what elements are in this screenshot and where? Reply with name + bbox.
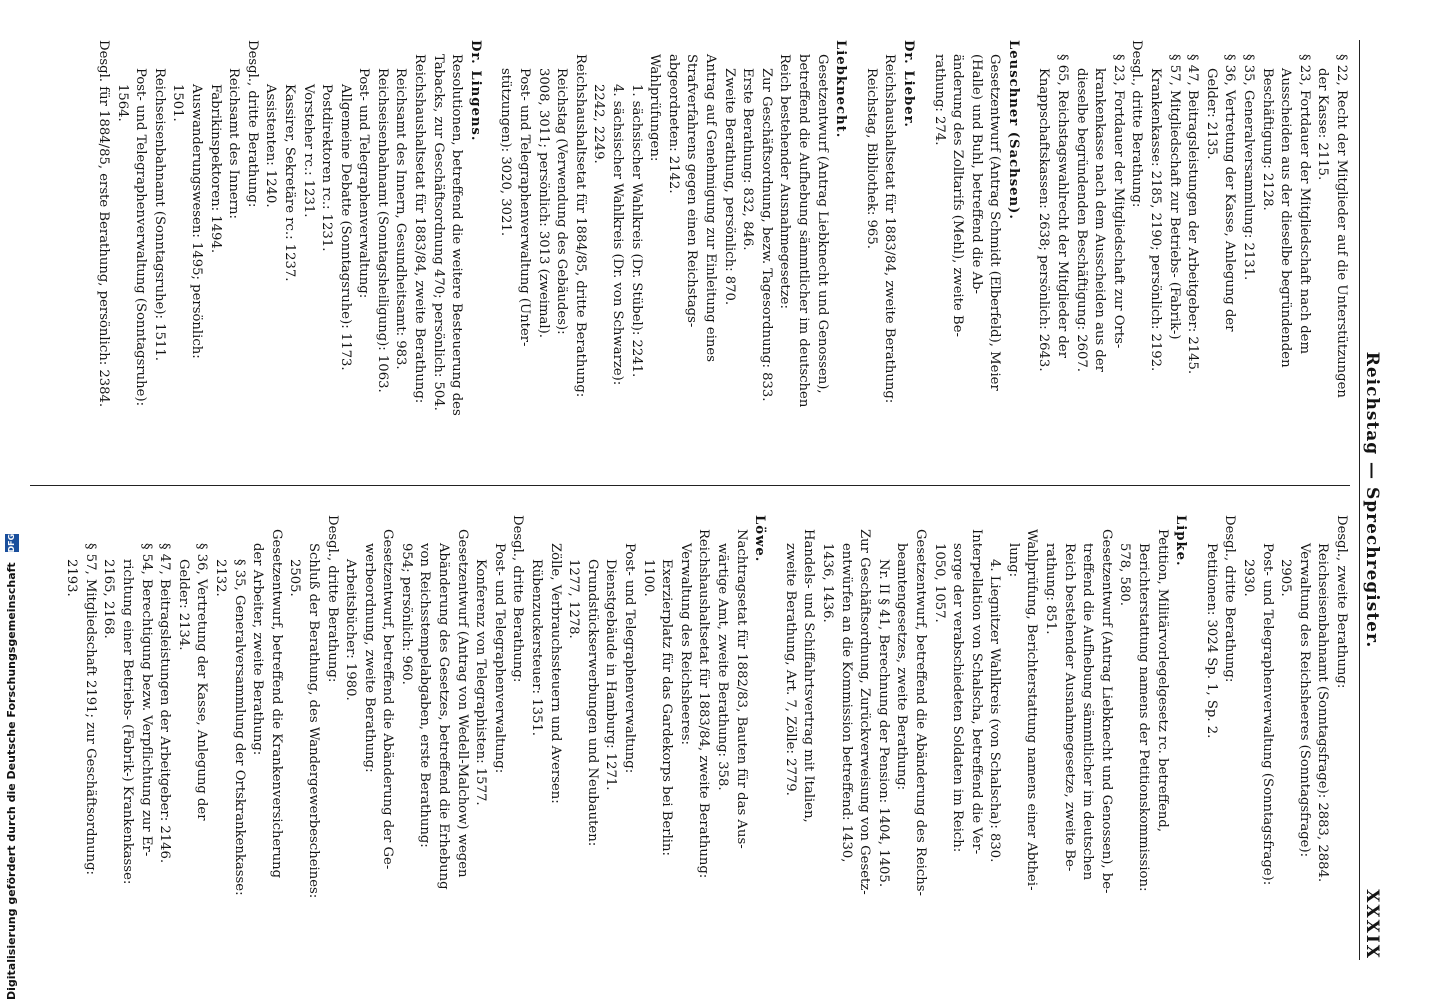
index-entry: Reich bestehender Ausnahmegesetze: (777, 54, 793, 309)
index-entry: Gesetzentwurf (Antrag Liebknecht und Genossen), be- (1098, 529, 1114, 894)
index-entry: Gelder: 2135. (1203, 68, 1219, 160)
index-entry: Fabrikinspektoren: 1494. (207, 84, 223, 254)
index-entry: Rübenzuckersteuer: 1351. (529, 559, 545, 736)
index-entry: 4. Liegnitzer Wahlkreis (von Schalscha): 830. (987, 559, 1003, 863)
index-entry: Reich bestehender Ausnahmegesetze, zweite Be- (1061, 543, 1077, 872)
left-column (93, 40, 1350, 460)
spacer (768, 515, 780, 935)
running-header (1359, 40, 1382, 960)
speaker-name: Lipke. (1173, 515, 1189, 567)
index-entry: lung: (1005, 543, 1021, 578)
index-entry: § 47, Beitragsleistungen der Arbeitgeber: 2145. (1185, 54, 1201, 375)
index-entry: Gesetzentwurf, betreffend die Krankenversicherung (268, 529, 284, 879)
index-entry: stützungen): 3020, 3021. (498, 68, 514, 237)
index-entry: § 57, Mitgliedschaft zur Betriebs- (Fabrik-) (1166, 54, 1182, 340)
index-entry: Strafverfahrens gegen einen Reichstags- (684, 54, 700, 328)
index-entry: Gesetzentwurf (Antrag Schmidt (Elberfeld), Meier (987, 54, 1003, 391)
index-entry: 2165, 2168. (101, 559, 117, 639)
index-entry: 2505. (287, 559, 303, 597)
index-entry: Petition, Militärvorlegelgesetz rc. betreffend, (1154, 529, 1170, 833)
index-entry: § 23, Fortdauer der Mitgliedschaft nach dem (1296, 54, 1312, 354)
index-entry: Reichshaushaltsetat für 1883/84, zweite Berathung: (696, 529, 712, 879)
index-entry: Berichterstattung namens der Petitionskommission: (1136, 543, 1152, 892)
index-entry: Gesetzentwurf (Antrag Liebknecht und Genossen), (814, 54, 830, 394)
index-entry: der Kasse: 2115. (1315, 68, 1331, 181)
index-entry: Ausscheiden aus der dieselbe begründenden (1278, 68, 1294, 368)
spacer (484, 40, 496, 460)
index-entry: Desgl., dritte Berathung: (244, 40, 260, 208)
index-entry: 2193. (64, 559, 80, 597)
index-entry: Desgl. für 1884/85, erste Berathung, persönlich: 2384. (96, 40, 111, 408)
index-entry: § 54, Berechtigung bezw. Verpflichtung zur Er- (138, 543, 154, 857)
index-entry: Resolutionen, betreffend die weitere Besteuerung des (449, 54, 465, 416)
index-entry: § 35, Generalversammlung: 2131. (1241, 54, 1257, 281)
index-entry: Gesetzentwurf, betreffend die Abänderung des Reichs- (912, 529, 928, 896)
index-entry: Desgl., zweite Berathung: (1334, 515, 1349, 689)
index-entry: 3008, 3011; persönlich: 3013 (zweimal). (535, 68, 551, 338)
index-entry: Verwaltung des Reichsheeres (Sonntagsfrage): (1296, 543, 1312, 858)
index-entry: Kassirer, Sekretäre rc.: 1237. (281, 84, 297, 282)
index-entry: Reichsamt des Innern: (226, 68, 242, 219)
speaker-name: Dr. Lingens. (467, 40, 483, 142)
speaker-name: Liebknecht. (833, 40, 849, 139)
index-entry: rathung: 274. (931, 54, 947, 146)
index-entry: § 65, Reichstagswahlrecht der Mitglieder der (1055, 54, 1071, 358)
spacer (1022, 40, 1034, 460)
index-entry: änderung des Zolltarifs (Mehl), zweite Be- (950, 54, 966, 337)
speaker-name: Leuschner (Sachsen). (1005, 40, 1021, 220)
index-entry: Reichsamt des Innern, Gesundheitsamt: 983. (393, 68, 409, 370)
index-entry: der Arbeiter, zweite Berathung: (250, 543, 266, 756)
index-entry: wärtige Amt, zweite Berathung: 358. (715, 543, 730, 791)
index-entry: Abänderung des Gesetzes, betreffend die Erhebung (436, 543, 452, 890)
spacer (1189, 515, 1201, 935)
index-entry: Vorsteher rc.: 1231. (300, 84, 316, 218)
index-entry: Petitionen: 3024 Sp. 1, Sp. 2. (1203, 543, 1219, 739)
index-entry: § 57, Mitgliedschaft 2191; zur Geschäftsordnung: (82, 543, 98, 875)
index-entry: 1277, 1278. (566, 559, 582, 639)
index-entry: abgeordneten: 2142. (665, 54, 681, 194)
index-entry: § 22, Recht der Mitglieder auf die Unterstützungen (1334, 54, 1349, 398)
index-entry: 1564. (114, 84, 130, 122)
dfg-logo: DFG (5, 534, 19, 552)
index-entry: 1436, 1436. (819, 543, 835, 623)
index-entry: Reichshaushaltsetat für 1883/84, zweite Berathung: (412, 54, 428, 404)
index-entry: Reichshaushaltsetat für 1883/84, zweite Berathung: (882, 54, 898, 404)
index-entry: Zweite Berathung, persönlich: 870. (721, 68, 737, 306)
index-entry: werbeordnung, zweite Berathung: (361, 543, 377, 773)
index-entry: 1050, 1057. (931, 543, 947, 623)
page-number: XXXIX (1362, 889, 1382, 960)
spacer (917, 40, 929, 460)
index-entry: 1501. (170, 84, 186, 122)
index-entry: Wahlprüfung, Berichterstattung namens einer Abthei- (1024, 529, 1040, 891)
index-entry: richtung einer Betriebs- (Fabrik-) Krankenkasse: (120, 559, 135, 885)
index-entry: Verwaltung des Reichsheeres: (677, 543, 693, 745)
index-entry: (Halle) und Buhl, betreffend die Ab- (968, 54, 984, 295)
index-entry: Erste Berathung: 832, 846. (740, 68, 756, 251)
index-entry: 1. sächsischer Wahlkreis (Dr. Stübel): 2241. (628, 84, 644, 378)
index-entry: Wahlprüfungen: (647, 54, 663, 162)
index-entry: Desgl., dritte Berathung: (510, 515, 526, 683)
index-entry: krankenkasse nach dem Ausscheiden aus der (1092, 68, 1108, 372)
index-entry: treffend die Aufhebung sämmtlicher im deutschen (1080, 543, 1096, 881)
index-entry: Interpellation von Schalscha, betreffend die Ver- (968, 529, 984, 855)
index-entry: Zölle, Verbrauchssteuern und Aversen: (547, 543, 563, 804)
index-entry: Post- und Telegraphenverwaltung: (356, 68, 372, 299)
index-entry: Auswanderungswesen: 1495; persönlich: (188, 84, 204, 359)
index-entry: Schluß der Berathung, des Wandergewerbescheines: (305, 543, 321, 899)
index-entry: beamtengesetzes, zweite Berathung: (894, 543, 910, 791)
index-entry: von Reichsstempelabgaben, erste Berathung: (417, 543, 433, 848)
index-entry: § 23, Fortdauer der Mitgliedschaft zur Orts- (1110, 54, 1126, 349)
index-entry: Desgl., dritte Berathung: (1129, 40, 1145, 208)
index-entry: Handels- und Schiffahrtsvertrag mit Italien, (801, 529, 817, 823)
column-divider (30, 485, 1350, 486)
index-entry: Post- und Telegraphenverwaltung: (491, 543, 507, 774)
index-entry: Post- und Telegraphenverwaltung (Sonntagsfrage): (1259, 543, 1275, 886)
index-entry: Reichshaushaltsetat für 1884/85, dritte Berathung: (572, 54, 588, 398)
index-entry: Reichseisenbahnamt (Sonntagsfrage): 2883, 2884. (1315, 543, 1331, 883)
index-entry: dieselbe begründenden Beschäftigung: 2607. (1073, 68, 1089, 373)
index-entry: zweite Berathung, Art. 7, Zölle: 2779. (782, 543, 798, 796)
index-entry: Dienstgebäude in Hamburg: 1271. (603, 559, 619, 791)
index-entry: sorge der verabschiedeten Soldaten im Reich: (950, 543, 966, 853)
index-entry: rathung: 851. (1043, 543, 1059, 635)
header-title: Reichstag — Sprechregister. (1362, 351, 1382, 649)
index-entry: Krankenkasse: 2185, 2190; persönlich: 2192. (1148, 68, 1164, 372)
index-entry: § 36, Vertretung der Kasse, Anlegung der (194, 543, 210, 821)
index-entry: § 36, Vertretung der Kasse, Anlegung der (1222, 54, 1238, 332)
index-entry: entwürfen an die Kommission betreffend: 1430, (838, 543, 854, 863)
index-entry: Post- und Telegraphenverwaltung (Unter- (517, 68, 533, 347)
index-entry: 1100. (640, 559, 656, 597)
index-entry: 2242, 2249. (591, 84, 607, 164)
index-entry: Gelder: 2134. (175, 559, 191, 651)
index-entry: 954; persönlich: 960. (398, 543, 414, 685)
index-entry: Exerzierplatz für das Gardekorps bei Berlin: (659, 559, 675, 856)
index-entry: Allgemeine Debatte (Sonntagsruhe): 1173. (337, 84, 353, 371)
speaker-name: Löwe. (752, 515, 768, 563)
index-entry: Reichseisenbahnamt (Sonntagsheiligung): 1063. (374, 68, 390, 393)
index-entry: Arbeitsbücher: 1980. (343, 559, 359, 701)
index-entry: Nr. II § 41, Berechnung der Pension: 1404, 1405. (875, 559, 891, 888)
right-column (62, 515, 1350, 935)
index-entry: Zur Geschäftsordnung, Zurückverweisung von Gesetz- (857, 529, 873, 895)
index-entry: 2132. (212, 559, 228, 597)
index-entry: Zur Geschäftsordnung, bezw. Tagesordnung: 833. (758, 68, 774, 402)
funding-note-text: Digitalisierung gefördert durch die Deutsche Forschungsgemeinschaft (5, 562, 18, 1000)
index-entry: betreffend die Aufhebung sämmtlicher im deutschen (795, 54, 811, 408)
index-entry: Post- und Telegraphenverwaltung (Sonntagsruhe): (133, 68, 149, 407)
index-entry: 4. sächsischer Wahlkreis (Dr. von Schwarze): (610, 84, 626, 386)
index-entry: § 47, Beitragsleistungen der Arbeitgeber: 2146. (157, 543, 173, 864)
index-entry: Assistenten: 1240. (263, 84, 279, 208)
funding-note (0, 0, 24, 1000)
index-entry: Reichstag, Bibliothek: 965. (863, 68, 879, 249)
index-entry: Reichstag (Verwendung des Gebäudes): (554, 68, 570, 335)
index-entry: Postdirektoren rc.: 1231. (319, 84, 335, 252)
index-entry: Grundstückserwerbungen und Neubauten: (584, 559, 600, 847)
speaker-name: Dr. Lieber. (900, 40, 916, 128)
index-entry: Knappschaftskassen: 2638; persönlich: 2643. (1036, 68, 1052, 372)
index-entry: 2930. (1241, 559, 1257, 597)
index-entry: Post- und Telegraphenverwaltung: (622, 543, 638, 774)
index-entry: Beschäftigung: 2128. (1259, 68, 1275, 211)
index-entry: Konferenz von Telegraphisten: 1577. (473, 559, 489, 806)
index-entry: Gesetzentwurf, betreffend die Abänderung der Ge- (380, 529, 396, 870)
index-entry: Tabacks, zur Geschäftsordnung 470; persönlich: 504. (430, 54, 446, 411)
index-entry: Antrag auf Genehmigung zur Einleitung eines (703, 54, 718, 362)
spacer (849, 40, 861, 460)
index-entry: 2905. (1278, 559, 1294, 597)
index-entry: 578, 580. (1117, 543, 1133, 606)
index-entry: Nachtragsetat für 1882/83, Bauten für das Aus- (733, 529, 749, 849)
index-entry: Desgl., dritte Berathung: (324, 515, 340, 683)
index-entry: Reichseisenbahnamt (Sonntagsruhe): 1511. (151, 68, 167, 361)
index-entry: Gesetzentwurf (Antrag von Wedell-Malchow) wegen (454, 529, 470, 878)
index-entry: § 35, Generalversammlung der Ortskrankenkasse: (231, 559, 247, 896)
index-entry: Desgl., dritte Berathung: (1222, 515, 1238, 683)
